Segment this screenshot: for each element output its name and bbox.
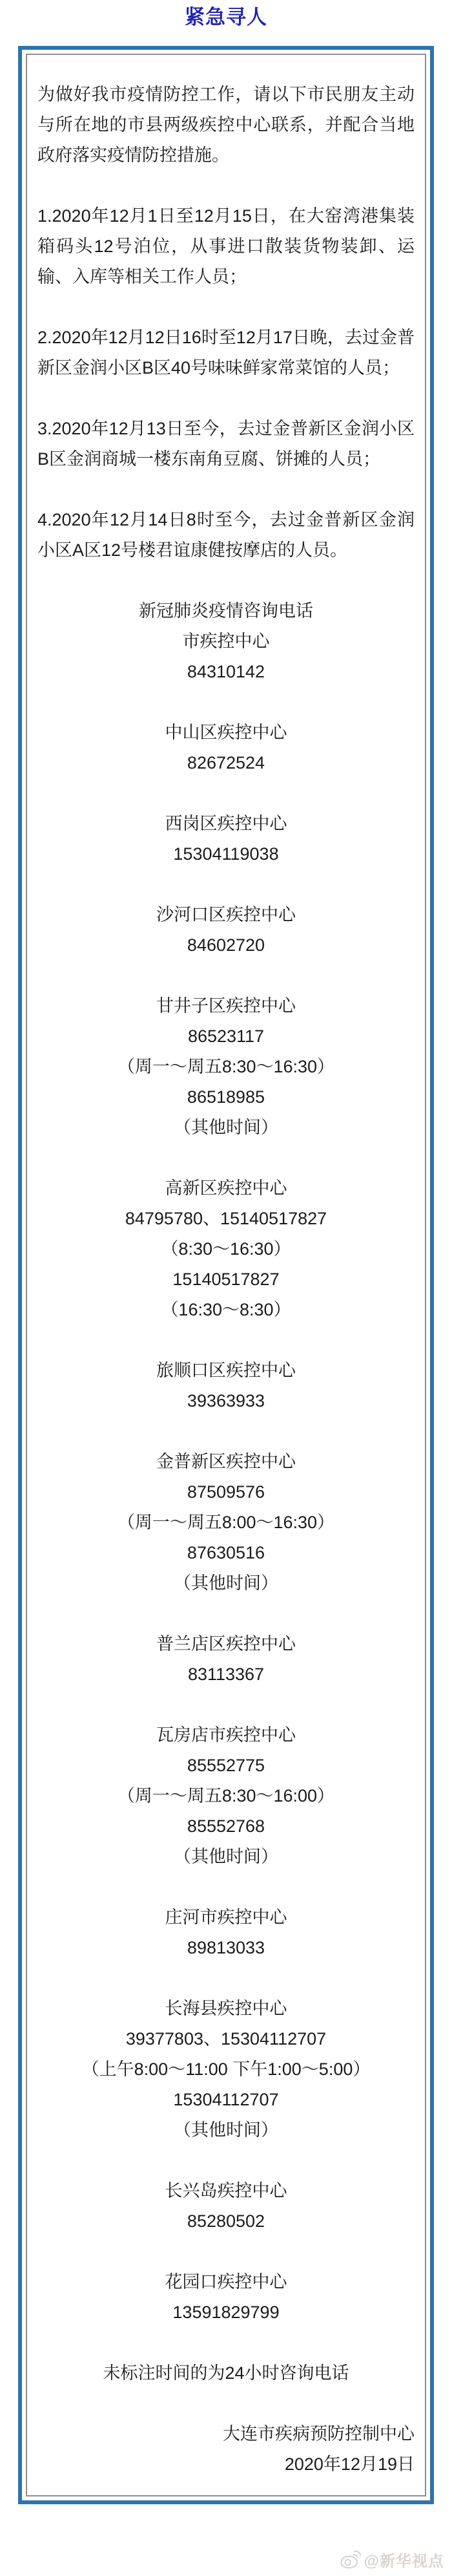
phone-number: 83113367 bbox=[187, 1665, 265, 1684]
notice-card-inner bbox=[26, 54, 426, 2496]
phone-number: 87630516 bbox=[187, 1543, 265, 1562]
phone-number: 85552775 bbox=[187, 1756, 265, 1775]
phone-block-shahekou bbox=[37, 900, 415, 961]
intro-paragraph: 为做好我市疫情防控工作，请以下市民朋友主动与所在地的市县两级疾控中心联系，并配合当地政府落实疫情防控措施。 bbox=[37, 85, 415, 165]
case-item-2: 2.2020年12月12日16时至12月17日晚，去过金普新区金润小区B区40号味味鲜家常菜馆的人员； bbox=[37, 328, 415, 378]
phone-number: 15140517827 bbox=[172, 1270, 280, 1289]
phone-block-zhongshan bbox=[37, 718, 415, 778]
center-name: 瓦房店市疾控中心 bbox=[156, 1725, 296, 1745]
time-note: （其他时间） bbox=[174, 1573, 278, 1593]
phone-block-gaoxin bbox=[37, 1173, 415, 1325]
phone-number: 84795780、15140517827 bbox=[125, 1209, 327, 1228]
weibo-logo-icon bbox=[340, 2550, 362, 2570]
phone-number: 39377803、15304112707 bbox=[125, 2029, 327, 2049]
phone-number: 15304119038 bbox=[173, 844, 279, 864]
phone-block-zhuanghe bbox=[37, 1902, 415, 1963]
time-note: （8:30～16:30） bbox=[161, 1239, 291, 1259]
phone-block-lvshunkou bbox=[37, 1356, 415, 1416]
phone-block-changhai bbox=[37, 1994, 415, 2145]
phone-block-huayuankou bbox=[37, 2267, 415, 2328]
time-note: （其他时间） bbox=[174, 1847, 278, 1866]
case-item-4: 4.2020年12月14日8时至今，去过金普新区金润小区A区12号楼君谊康健按摩店的人员。 bbox=[37, 510, 415, 560]
phone-block-jinpu bbox=[37, 1447, 415, 1599]
phone-number: 85552768 bbox=[187, 1816, 265, 1836]
signature-block bbox=[37, 2419, 415, 2480]
center-name: 旅顺口区疾控中心 bbox=[156, 1361, 296, 1380]
phone-number: 85280502 bbox=[187, 2211, 265, 2231]
case-item-1: 1.2020年12月1日至12月15日，在大窑湾港集装箱码头12号泊位，从事进口散装货物装卸、运输、入库等相关工作人员； bbox=[37, 206, 415, 286]
time-note: （周一～周五8:30～16:30） bbox=[117, 1057, 335, 1076]
signature-date: 2020年12月19日 bbox=[284, 2454, 415, 2474]
phone-block-city bbox=[37, 596, 415, 687]
center-name: 普兰店区疾控中心 bbox=[156, 1634, 296, 1654]
time-note: （16:30～8:30） bbox=[161, 1300, 291, 1319]
phone-number: 15304112707 bbox=[173, 2090, 279, 2109]
center-name: 高新区疾控中心 bbox=[165, 1178, 287, 1198]
time-note: （周一～周五8:00～16:30） bbox=[117, 1513, 335, 1532]
center-name: 市疾控中心 bbox=[182, 632, 270, 651]
phone-number: 13591829799 bbox=[172, 2303, 280, 2322]
phone-block-pulandian bbox=[37, 1629, 415, 1690]
phone-number: 84310142 bbox=[187, 662, 265, 681]
time-note: （其他时间） bbox=[174, 1118, 278, 1137]
phone-number: 84602720 bbox=[187, 935, 265, 955]
center-name: 沙河口区疾控中心 bbox=[156, 905, 296, 924]
center-name: 长兴岛疾控中心 bbox=[165, 2181, 287, 2200]
watermark bbox=[340, 2548, 444, 2571]
time-note: （其他时间） bbox=[174, 2120, 278, 2140]
phone-block-changxingdao bbox=[37, 2176, 415, 2237]
case-item-3: 3.2020年12月13日至今，去过金普新区金润小区B区金润商城一楼东南角豆腐、饼摊的人员； bbox=[37, 419, 415, 469]
phone-block-ganjingzi bbox=[37, 991, 415, 1143]
center-name: 西岗区疾控中心 bbox=[165, 814, 287, 833]
watermark-label: @新华视点 bbox=[364, 2553, 444, 2570]
center-name: 花园口疾控中心 bbox=[165, 2272, 287, 2292]
time-note: （上午8:00～11:00 下午1:00～5:00） bbox=[81, 2060, 371, 2079]
center-name: 中山区疾控中心 bbox=[165, 723, 287, 742]
center-name: 金普新区疾控中心 bbox=[156, 1452, 296, 1471]
hotline-header: 新冠肺炎疫情咨询电话 bbox=[139, 601, 313, 621]
phone-number: 89813033 bbox=[187, 1938, 265, 1957]
phone-number: 39363933 bbox=[187, 1391, 265, 1410]
center-name: 长海县疾控中心 bbox=[165, 1999, 287, 2018]
phone-number: 82672524 bbox=[187, 753, 265, 772]
signature-org: 大连市疾病预防控制中心 bbox=[223, 2424, 415, 2443]
page-title: 紧急寻人 bbox=[185, 6, 267, 28]
phone-block-wafangdian bbox=[37, 1720, 415, 1872]
hours-footnote: 未标注时间的为24小时咨询电话 bbox=[103, 2363, 349, 2383]
phone-number: 86523117 bbox=[187, 1027, 265, 1046]
phone-number: 86518985 bbox=[187, 1087, 265, 1107]
notice-card bbox=[18, 46, 434, 2504]
center-name: 甘井子区疾控中心 bbox=[156, 996, 296, 1016]
center-name: 庄河市疾控中心 bbox=[165, 1908, 287, 1927]
phone-number: 87509576 bbox=[187, 1482, 265, 1502]
time-note: （周一～周五8:30～16:00） bbox=[117, 1786, 335, 1805]
phone-block-xigang bbox=[37, 809, 415, 869]
